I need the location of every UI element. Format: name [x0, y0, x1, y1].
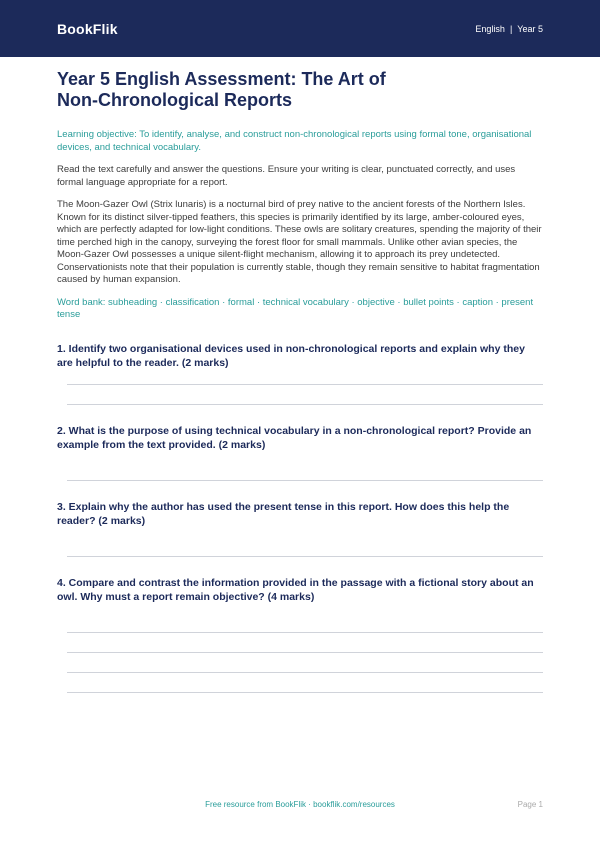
answer-lines-4[interactable] — [67, 632, 543, 693]
word-bank: Word bank: subheading · classification · formal · technical vocabulary · objective · bullet points · caption · present tense — [57, 296, 534, 320]
answer-lines-1[interactable] — [67, 384, 543, 405]
subject-label: English — [475, 23, 505, 34]
page-header — [0, 0, 600, 57]
answer-lines-3[interactable] — [67, 556, 543, 557]
header-meta — [475, 24, 543, 34]
question-4: 4. Compare and contrast the information provided in the passage with a fictional story about an owl. Why must a report remain objective? (4 marks) — [57, 576, 534, 603]
question-2: 2. What is the purpose of using technical vocabulary in a non-chronological report? Provide an example from the text provided. (2 marks) — [57, 424, 532, 451]
footer-credit[interactable]: Free resource from BookFlik · bookflik.com/resources — [205, 800, 395, 809]
answer-line[interactable] — [67, 480, 543, 481]
meta-separator: | — [509, 23, 513, 34]
page-footer — [57, 800, 543, 809]
reading-passage: The Moon-Gazer Owl (Strix lunaris) is a nocturnal bird of prey native to the ancient forests of the Northern Isles. Known for its distinct silver-tipped feathers, this species is primarily identified by its large, amber-coloured eyes, which are perfectly adapted for low-light conditions. These owls are solitary creatures, spending the majority of their time perched high in the canopy, surveying the forest floor for small mammals. Unlike other avian species, the Moon-Gazer Owl possesses a unique silent-flight mechanism, allowing it to approach its prey undetected. Conservationists note that their population is currently stable, though they remain sensitive to habitat fragmentation caused by human expansion. — [57, 199, 542, 285]
answer-line[interactable] — [67, 404, 543, 405]
answer-line[interactable] — [67, 632, 543, 633]
year-label: Year 5 — [517, 23, 543, 34]
learning-objective: Learning objective: To identify, analyse, and construct non-chronological reports using formal tone, organisational devices, and technical vocabulary. — [57, 129, 532, 153]
answer-line[interactable] — [67, 384, 543, 385]
question-3: 3. Explain why the author has used the present tense in this report. How does this help the reader? (2 marks) — [57, 500, 510, 527]
answer-line[interactable] — [67, 692, 543, 693]
question-1: 1. Identify two organisational devices used in non-chronological reports and explain why they are helpful to the reader. (2 marks) — [57, 342, 525, 369]
brand-logo: BookFlik — [57, 20, 118, 37]
answer-line[interactable] — [67, 556, 543, 557]
answer-line[interactable] — [67, 672, 543, 673]
instructions: Read the text carefully and answer the questions. Ensure your writing is clear, punctuated correctly, and uses formal language appropriate for a report. — [57, 164, 516, 188]
page-number: Page 1 — [517, 800, 543, 809]
answer-line[interactable] — [67, 652, 543, 653]
answer-lines-2[interactable] — [67, 480, 543, 481]
worksheet-content — [0, 57, 600, 693]
page-title: Year 5 English Assessment: The Art of Non-Chronological Reports — [57, 69, 386, 110]
